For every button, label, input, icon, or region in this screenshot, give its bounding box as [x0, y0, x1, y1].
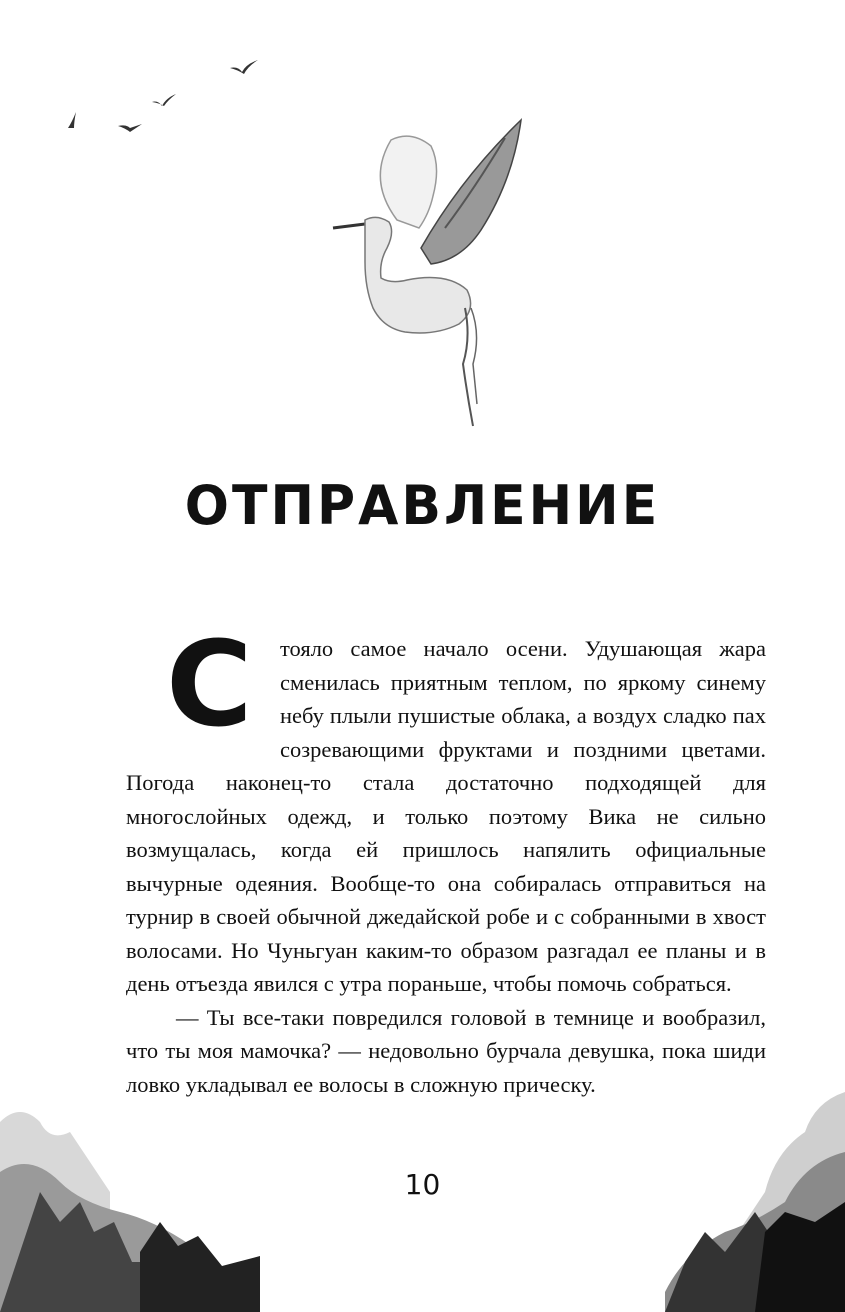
- paragraph-1: тояло самое начало осени. Удушающая жара сменилась приятным теплом, по яркому синему небу плыли пушистые облака, а воздух сладко пах созревающими фруктами и поздними цветами. Погода наконец-то стала достаточно подходящей для многослойных одежд, и только поэтому Вика не сильно возмущалась, когда ей пришлось напялить официальные вычурные одеяния. Вообще-то она собиралась отправиться на турнир в своей обычной джедайской робе и с собранными в хвост волосами. Но Чуньгуан каким-то образом разгадал ее планы и в день отъезда явился с утра пораньше, чтобы помочь собраться.: [126, 636, 766, 996]
- drop-cap: С: [166, 615, 253, 753]
- chapter-title: ОТПРАВЛЕНИЕ: [184, 474, 661, 538]
- crane-illustration: [325, 108, 565, 438]
- flying-birds-icon: [60, 50, 270, 140]
- page-number: 10: [404, 1168, 441, 1201]
- paragraph-2: — Ты все-таки повредился головой в темнице и вообразил, что ты моя мамочка? — недовольно бурчала девушка, пока шиди ловко укладывал ее волосы в сложную прическу.: [126, 1004, 766, 1097]
- chapter-text: [126, 615, 766, 1101]
